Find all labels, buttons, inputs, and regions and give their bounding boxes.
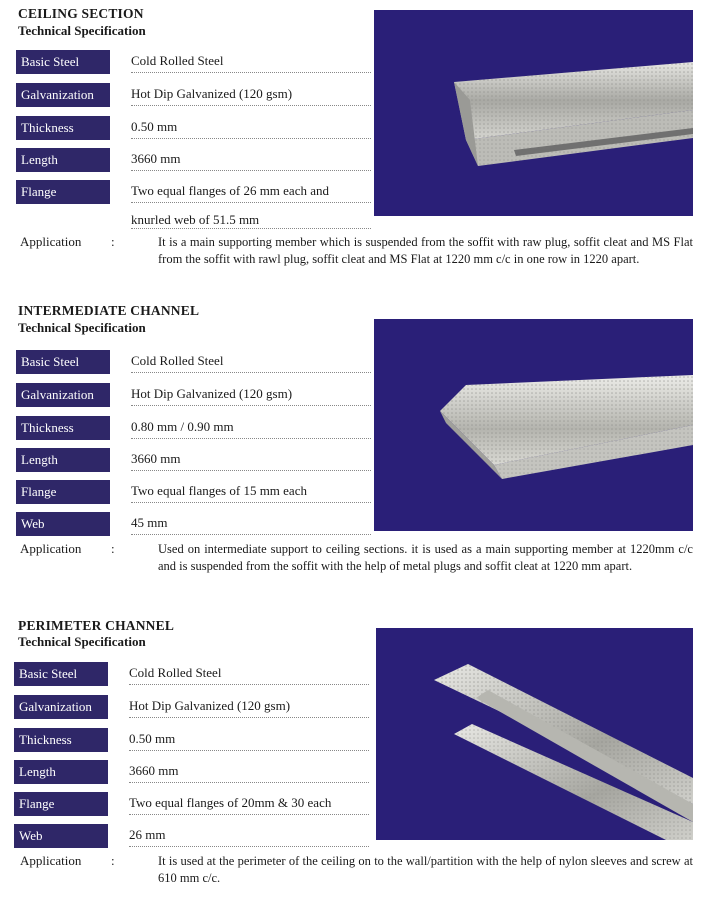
spec-value: Hot Dip Galvanized (120 gsm) [131, 85, 371, 106]
spec-label: Flange [16, 180, 110, 204]
perimeter-channel-photo [376, 628, 693, 840]
application-label: Application [20, 853, 82, 868]
spec-value: 0.50 mm [131, 118, 371, 139]
spec-value: 26 mm [129, 826, 369, 847]
spec-value: Cold Rolled Steel [131, 352, 371, 373]
spec-label: Thickness [14, 728, 108, 752]
spec-label: Length [14, 760, 108, 784]
ceiling-section [0, 0, 712, 300]
spec-label: Galvanization [16, 383, 110, 407]
application-colon: : [111, 234, 115, 249]
section-title: PERIMETER CHANNEL [18, 618, 175, 633]
spec-value: Hot Dip Galvanized (120 gsm) [129, 697, 369, 718]
spec-label: Basic Steel [16, 350, 110, 374]
spec-value: 3660 mm [131, 150, 371, 171]
section-title: CEILING SECTION [18, 6, 144, 21]
spec-value: 3660 mm [129, 762, 369, 783]
spec-label: Web [14, 824, 108, 848]
spec-label: Thickness [16, 416, 110, 440]
spec-label: Basic Steel [14, 662, 108, 686]
spec-label: Galvanization [16, 83, 110, 107]
intermediate-channel [0, 300, 712, 610]
spec-label: Basic Steel [16, 50, 110, 74]
spec-label: Web [16, 512, 110, 536]
spec-value: 0.50 mm [129, 730, 369, 751]
spec-value: Cold Rolled Steel [131, 52, 371, 73]
section-subtitle: Technical Specification [18, 23, 146, 38]
spec-value-continuation: knurled web of 51.5 mm [131, 212, 371, 229]
application-label: Application [20, 234, 82, 249]
ceiling-section-photo [374, 10, 693, 216]
spec-value: Cold Rolled Steel [129, 664, 369, 685]
section-subtitle: Technical Specification [18, 634, 146, 649]
application-colon: : [111, 541, 115, 556]
spec-label: Galvanization [14, 695, 108, 719]
application-text: It is used at the perimeter of the ceiling on to the wall/partition with the help of nylon sleeves and screw at 610 mm c/c. [158, 854, 693, 885]
spec-value: 45 mm [131, 514, 371, 535]
spec-label: Thickness [16, 116, 110, 140]
spec-label: Flange [16, 480, 110, 504]
spec-value: Two equal flanges of 26 mm each and [131, 182, 371, 203]
application-label: Application [20, 541, 82, 556]
application-text: Used on intermediate support to ceiling sections. it is used as a main supporting member at 1220mm c/c and is suspended from the soffit with the help of metal plugs and soffit cleat at 1220 mm apart. [158, 542, 693, 573]
perimeter-channel [0, 612, 712, 900]
section-title: INTERMEDIATE CHANNEL [18, 303, 200, 318]
spec-label: Flange [14, 792, 108, 816]
spec-value: Hot Dip Galvanized (120 gsm) [131, 385, 371, 406]
spec-value: Two equal flanges of 15 mm each [131, 482, 371, 503]
spec-value: 3660 mm [131, 450, 371, 471]
spec-label: Length [16, 148, 110, 172]
section-subtitle: Technical Specification [18, 320, 146, 335]
spec-value: Two equal flanges of 20mm & 30 each [129, 794, 369, 815]
intermediate-channel-photo [374, 319, 693, 531]
application-colon: : [111, 853, 115, 868]
spec-value: 0.80 mm / 0.90 mm [131, 418, 371, 439]
spec-label: Length [16, 448, 110, 472]
application-text: It is a main supporting member which is suspended from the soffit with raw plug, soffit cleat and MS Flat from the soffit with rawl plug, soffit cleat and MS Flat at 1220 mm c/c in one row in 1220 apart. [158, 235, 693, 266]
